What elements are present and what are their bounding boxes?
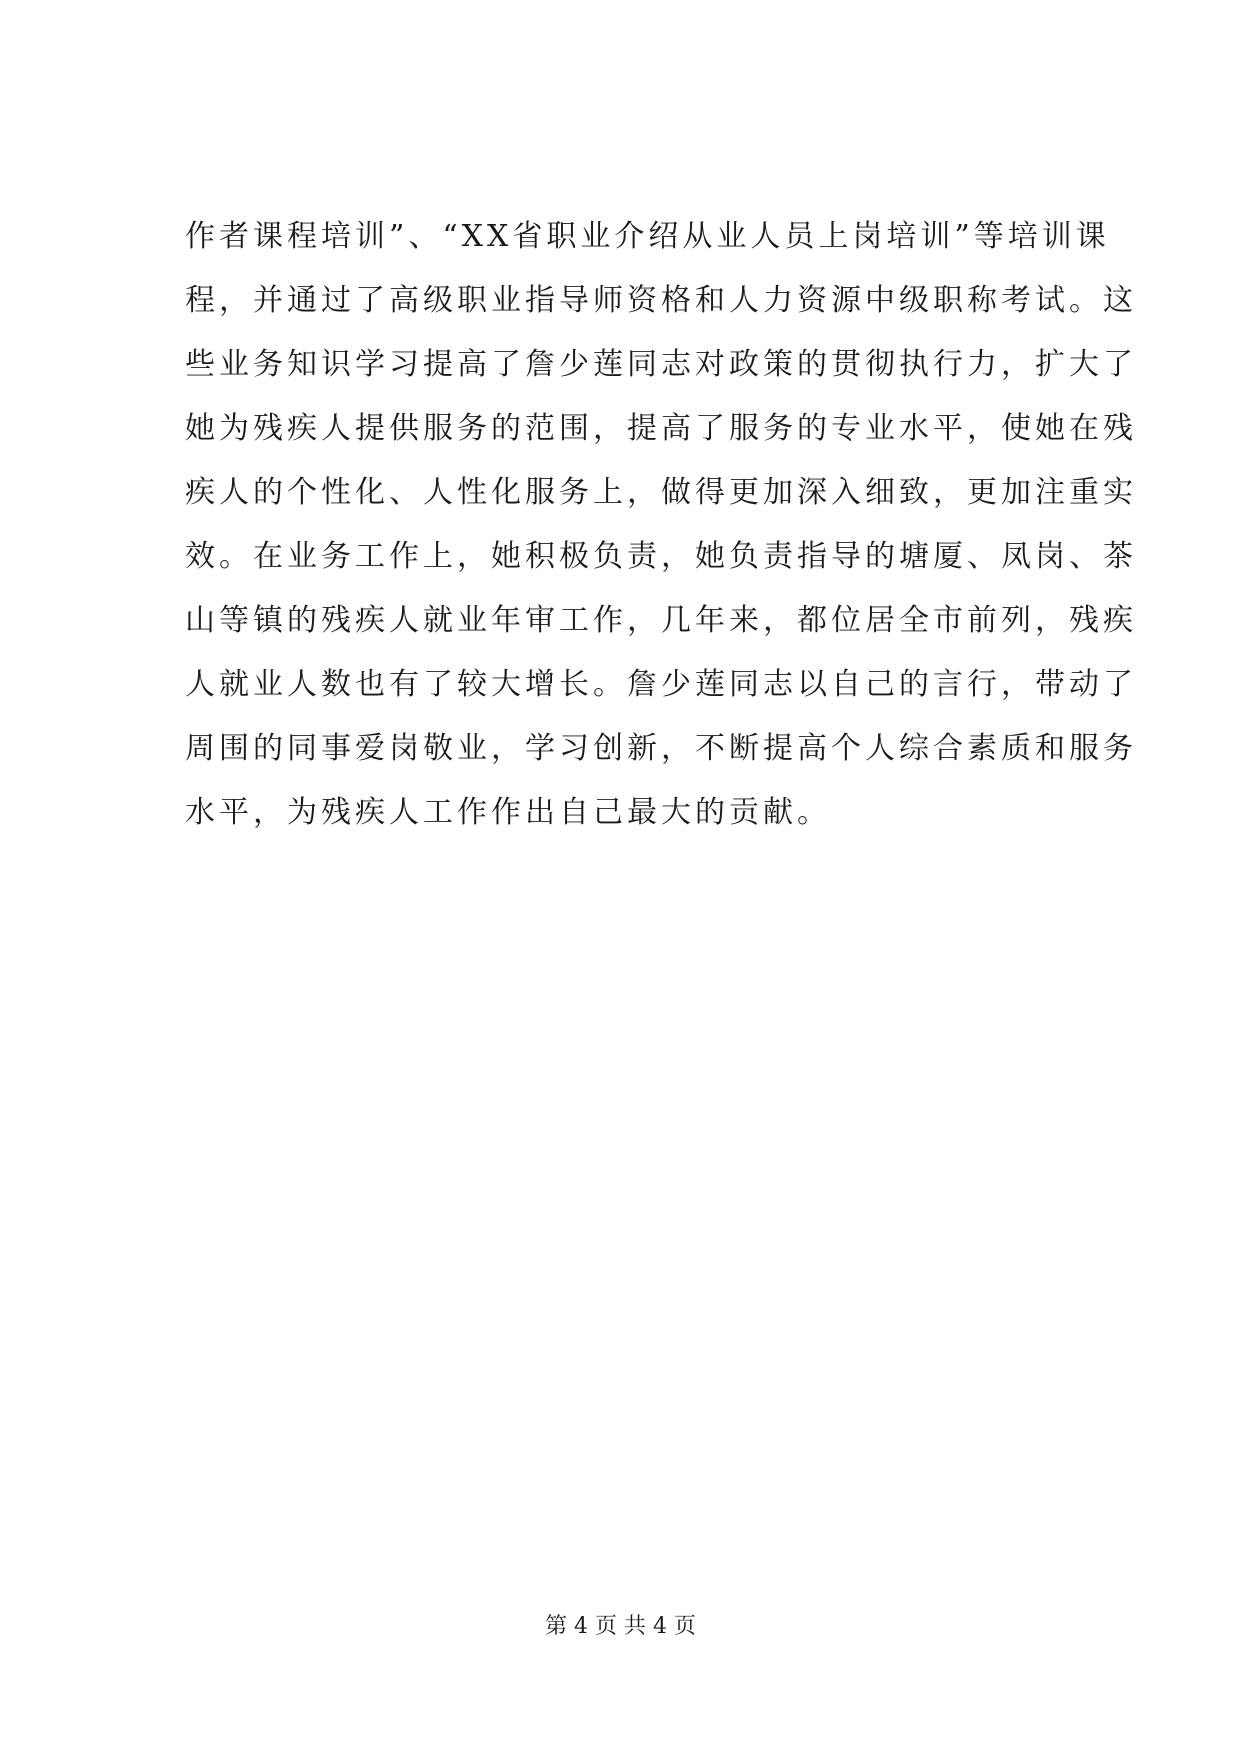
body-line: 程，并通过了高级职业指导师资格和人力资源中级职称考试。这: [185, 283, 1137, 318]
body-line: 效。在业务工作上，她积极负责，她负责指导的塘厦、凤岗、茶: [185, 539, 1137, 574]
body-line: 她为残疾人提供服务的范围，提高了服务的专业水平，使她在残: [185, 411, 1137, 446]
body-line: 山等镇的残疾人就业年审工作，几年来，都位居全市前列，残疾: [185, 603, 1137, 638]
body-line: 疾人的个性化、人性化服务上，做得更加深入细致，更加注重实: [185, 475, 1137, 510]
body-line: 周围的同事爱岗敬业，学习创新，不断提高个人综合素质和服务: [185, 731, 1137, 766]
body-line: 作者课程培训”、“XX省职业介绍从业人员上岗培训”等培训课: [185, 219, 1110, 254]
body-line: 些业务知识学习提高了詹少莲同志对政策的贯彻执行力，扩大了: [185, 347, 1137, 382]
page-footer: 第 4 页 共 4 页: [545, 1614, 696, 1639]
body-line: 水平，为残疾人工作作出自己最大的贡献。: [185, 795, 831, 830]
body-line: 人就业人数也有了较大增长。詹少莲同志以自己的言行，带动了: [185, 667, 1137, 702]
body-paragraph: [185, 205, 1137, 845]
